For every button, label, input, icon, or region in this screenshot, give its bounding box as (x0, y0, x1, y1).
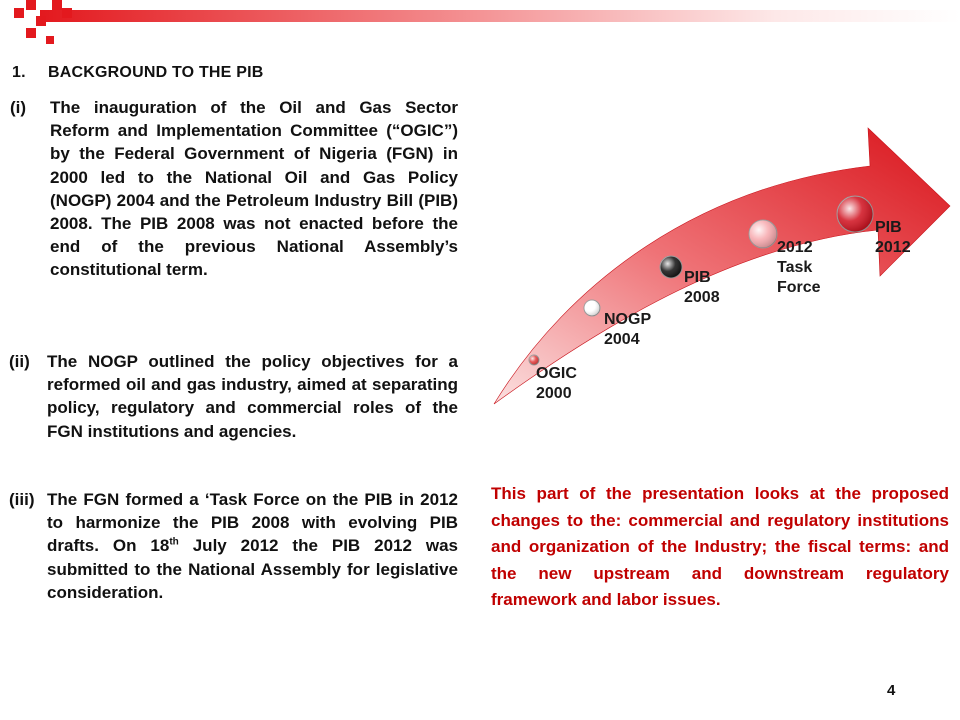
timeline-marker-shine (749, 220, 777, 248)
timeline-arrow (494, 128, 950, 404)
timeline-label-line: 2012 (777, 239, 813, 256)
timeline-label-line: NOGP (604, 311, 652, 328)
timeline-label (604, 311, 651, 348)
timeline-label-line: 2004 (604, 331, 640, 348)
timeline-marker-shine (660, 256, 682, 278)
timeline-label-line: OGIC (536, 365, 577, 382)
timeline-marker-shine (584, 300, 600, 316)
paragraph-text: The inauguration of the Oil and Gas Sector Reform and Implementation Committee (“OGIC”) by the Federal Government of Nigeria (FGN) in 2000 led to the National Oil and Gas Policy (NOGP) 2004 and the Petroleum Industry Bill (PIB) 2008. The PIB 2008 was not enacted before the end of the previous National Assembly’s constitutional term. (50, 98, 458, 280)
timeline-label (536, 365, 577, 402)
section-title: BACKGROUND TO THE PIB (48, 64, 264, 81)
timeline-label-line: Task (777, 259, 813, 276)
paragraph-i (10, 96, 458, 282)
summary-text: This part of the presentation looks at the proposed changes to the: commercial and regulatory institutions and organization of the Industry; the fiscal terms: and the new upstream and downstream regulatory framework and labor issues. (491, 484, 949, 609)
timeline-label-line: 2000 (536, 385, 572, 402)
ordinal-superscript: th (169, 536, 179, 548)
timeline-label-line: 2008 (684, 289, 720, 306)
paragraph-marker: (i) (10, 98, 27, 117)
timeline-label (684, 269, 720, 306)
paragraph-text: The FGN formed a ‘Task Force on the PIB in 2012 to harmonize the PIB 2008 with evolving PIB drafts. On 18th July 2012 the PIB 2012 was submitted to the National Assembly for legislative consideration. (47, 490, 459, 602)
page-number: 4 (887, 682, 896, 699)
timeline-label-line: PIB (684, 269, 711, 286)
brand-squares-logo (0, 0, 80, 50)
timeline-marker-shine (837, 196, 873, 232)
timeline-label-line: PIB (875, 219, 902, 236)
paragraph-text: The NOGP outlined the policy objectives for a reformed oil and gas industry, aimed at separating policy, regulatory and commercial roles of the FGN institutions and agencies. (47, 352, 458, 441)
paragraph-ii (9, 350, 458, 443)
timeline-label (777, 239, 821, 296)
paragraph-marker: (ii) (9, 352, 30, 371)
timeline-label-line: Force (777, 279, 821, 296)
section-number: 1. (12, 64, 26, 81)
section-heading (12, 64, 263, 82)
timeline-label-line: 2012 (875, 239, 911, 256)
timeline-marker-shine (529, 355, 539, 365)
paragraph-marker: (iii) (9, 490, 35, 509)
timeline-diagram (450, 120, 960, 440)
paragraph-iii (9, 488, 459, 604)
header-gradient-bar (40, 10, 960, 22)
